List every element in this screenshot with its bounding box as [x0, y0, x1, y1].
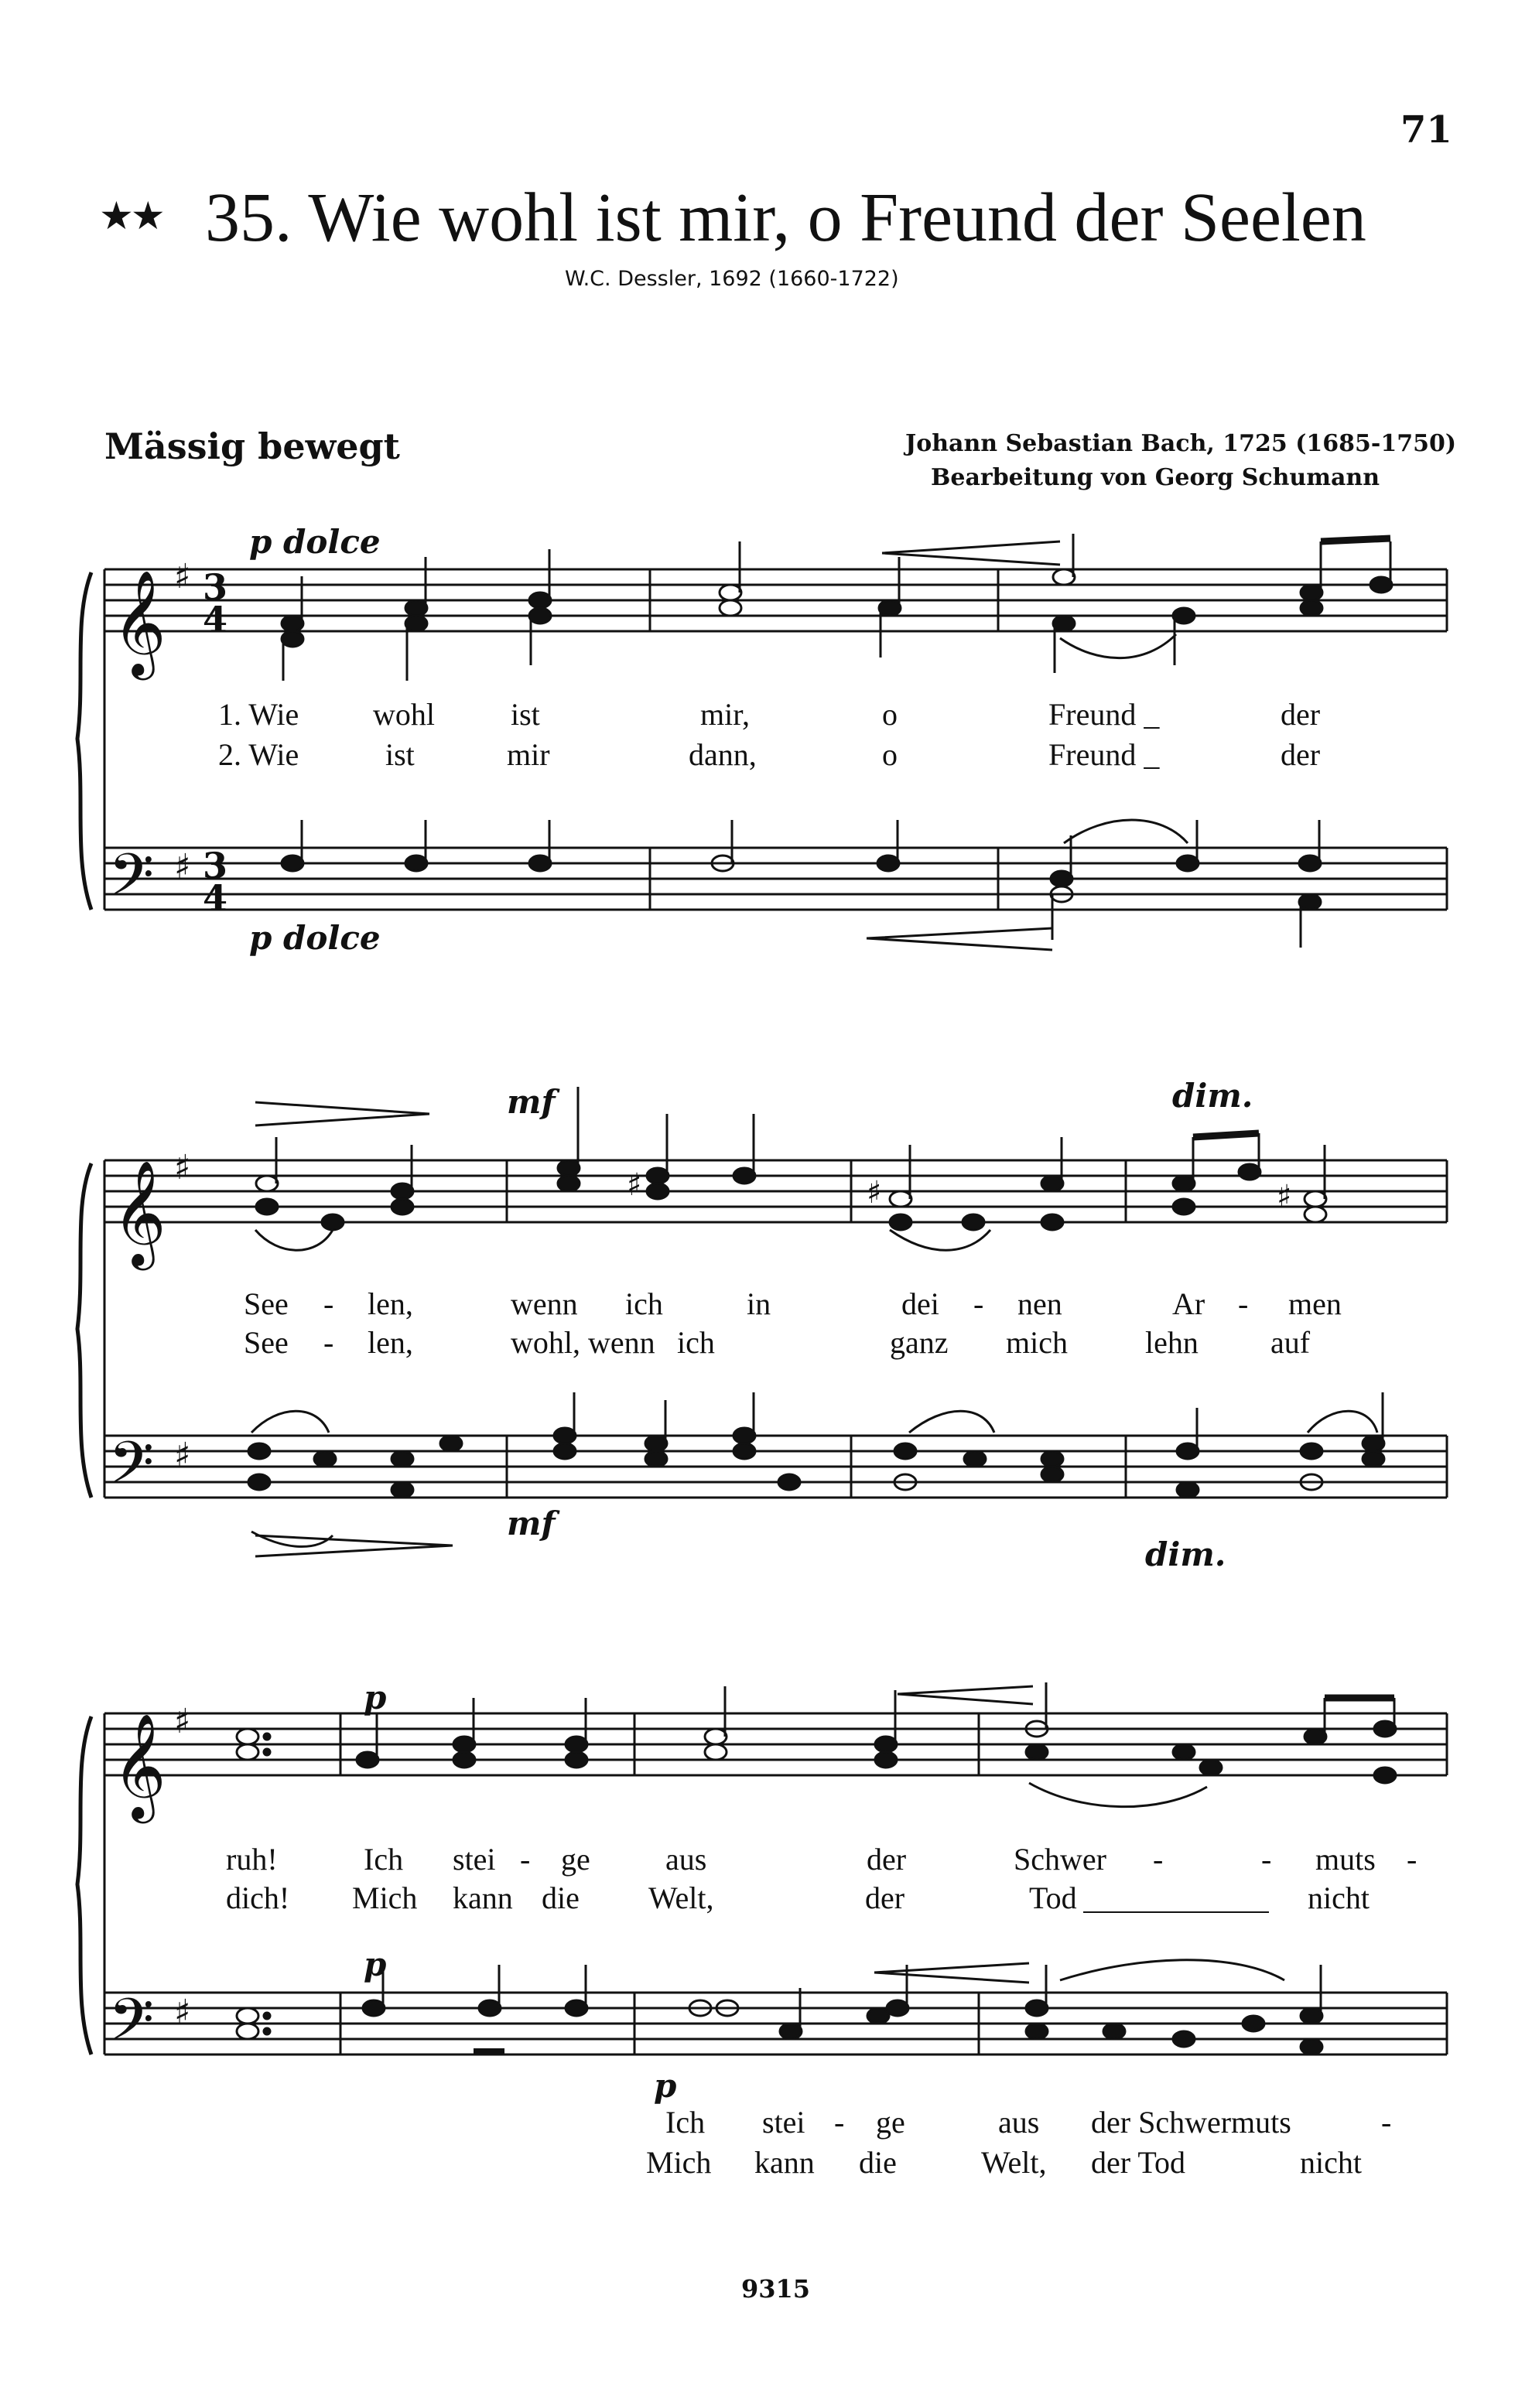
lyric-word: See	[244, 1286, 289, 1321]
bass-lyric-word: -	[1381, 2105, 1392, 2140]
lyric-word: wenn	[511, 1286, 578, 1321]
svg-text:4: 4	[203, 599, 228, 640]
lyric-word: -	[1153, 1842, 1164, 1877]
lyric-word: der	[1281, 697, 1321, 732]
lyric-word: -	[1238, 1286, 1249, 1321]
lyric-word: ist	[511, 697, 540, 732]
lyric-word: nicht	[1308, 1880, 1370, 1915]
treble-clef-icon: 𝄞	[112, 569, 166, 675]
lyric-word: wohl	[373, 697, 435, 732]
lyric-word: Tod	[1029, 1880, 1077, 1915]
tempo-marking: Mässig bewegt	[104, 425, 400, 467]
bass-lyric-word: der Tod	[1091, 2145, 1185, 2180]
lyric-word: in	[747, 1286, 771, 1321]
lyric-word: kann	[453, 1880, 513, 1915]
bass-lyric-word: stei	[762, 2105, 805, 2140]
lyric-word: auf	[1270, 1325, 1311, 1360]
treble-clef-icon: 𝄞	[112, 1712, 166, 1819]
lyric-word: die	[542, 1880, 580, 1915]
plate-number: 9315	[741, 2274, 811, 2304]
lyric-word: mir,	[700, 697, 750, 732]
svg-text:♯: ♯	[174, 1436, 191, 1475]
page-number: 71	[1400, 108, 1452, 152]
lyric-word: -	[323, 1286, 334, 1321]
system-1-notes	[282, 534, 1392, 948]
bass-lyric-word: Mich	[646, 2145, 712, 2180]
lyric-word: dich!	[226, 1880, 290, 1915]
bass-lyric-word: nicht	[1300, 2145, 1362, 2180]
lyric-word: der	[1281, 737, 1321, 772]
lyric-word: ganz	[890, 1325, 949, 1360]
lyric-word: -	[1407, 1842, 1417, 1877]
lyric-word: wohl, wenn	[511, 1325, 655, 1360]
treble-clef-icon: 𝄞	[112, 1159, 166, 1265]
lyric-word: 2. Wie	[218, 737, 299, 772]
lyric-word: ge	[561, 1842, 590, 1877]
dynamic-dim-bass: dim.	[1145, 1535, 1226, 1573]
lyric-word: ist	[385, 737, 415, 772]
lyric-word: aus	[665, 1842, 707, 1877]
svg-text:♯: ♯	[174, 847, 191, 886]
dynamic-p-bass: p	[364, 1945, 387, 1983]
svg-text:♯: ♯	[627, 1167, 642, 1203]
bass-lyric-word: die	[859, 2145, 897, 2180]
lyric-word: der	[867, 1842, 907, 1877]
bass-lyric-word: kann	[754, 2145, 815, 2180]
system-3-notes	[237, 1682, 1396, 2054]
svg-text:♯: ♯	[1277, 1179, 1292, 1214]
system-1-bass-staff	[104, 848, 1447, 910]
lyric-word: der	[865, 1880, 905, 1915]
svg-text:3: 3	[203, 566, 228, 608]
poet-credit: W.C. Dessler, 1692 (1660-1722)	[565, 267, 899, 291]
lyric-word: ruh!	[226, 1842, 278, 1877]
bass-lyric-word: -	[834, 2105, 845, 2140]
lyric-word: o	[882, 697, 898, 732]
lyric-word: Freund _	[1048, 697, 1160, 732]
lyric-word: -	[1261, 1842, 1272, 1877]
lyric-word: len,	[368, 1286, 413, 1321]
system-2-bass-staff	[104, 1436, 1447, 1498]
lyric-word: lehn	[1145, 1325, 1199, 1360]
svg-text:♯: ♯	[174, 1702, 191, 1741]
bass-lyric-word: aus	[998, 2105, 1040, 2140]
lyric-word: mich	[1006, 1325, 1068, 1360]
svg-text:♯: ♯	[867, 1175, 882, 1211]
lyric-word: mir	[507, 737, 550, 772]
svg-text:♯: ♯	[174, 557, 191, 596]
lyric-word: -	[323, 1325, 334, 1360]
lyric-word: dei	[901, 1286, 939, 1321]
lyric-word: Welt,	[648, 1880, 714, 1915]
lyric-word: Ar	[1172, 1286, 1205, 1321]
bass-lyric-word: Ich	[665, 2105, 706, 2140]
dynamic-mf-treble: mf	[507, 1083, 556, 1121]
lyric-word: o	[882, 737, 898, 772]
svg-text:♯: ♯	[174, 1148, 191, 1187]
lyric-word: -	[520, 1842, 531, 1877]
lyric-word: men	[1288, 1286, 1342, 1321]
lyric-word: dann,	[689, 737, 757, 772]
bass-lyric-word: der Schwermuts	[1091, 2105, 1291, 2140]
system-1-treble-staff	[104, 569, 1447, 631]
lyric-word: -	[973, 1286, 984, 1321]
dynamic-p-dolce-bass: p dolce	[249, 919, 381, 957]
arranger-credit: Bearbeitung von Georg Schumann	[931, 464, 1380, 491]
bass-lyric-word: Welt,	[981, 2145, 1047, 2180]
lyric-word: See	[244, 1325, 289, 1360]
lyric-word: Mich	[352, 1880, 418, 1915]
svg-text:4: 4	[203, 877, 228, 919]
bass-lyric-word: ge	[876, 2105, 905, 2140]
bass-clef-icon: 𝄢	[108, 1429, 155, 1511]
svg-text:♯: ♯	[174, 1993, 191, 2032]
bass-clef-icon: 𝄢	[108, 841, 155, 924]
dynamic-p-dolce-treble: p dolce	[249, 523, 381, 561]
bass-clef-icon: 𝄢	[108, 1986, 155, 2068]
lyric-word: Schwer	[1014, 1842, 1106, 1877]
dynamic-p-treble: p	[364, 1679, 387, 1716]
lyric-word: nen	[1017, 1286, 1062, 1321]
lyric-word: len,	[368, 1325, 413, 1360]
lyric-word: Freund _	[1048, 737, 1160, 772]
dynamic-p-bass-lyric: p	[654, 2067, 677, 2105]
system-3-treble-staff	[104, 1713, 1447, 1775]
svg-text:3: 3	[203, 845, 228, 886]
lyric-word: ich	[677, 1325, 715, 1360]
lyric-word: Ich	[364, 1842, 404, 1877]
dynamic-dim-treble: dim.	[1172, 1077, 1253, 1115]
dynamic-mf-bass: mf	[507, 1505, 556, 1542]
composer-credit: Johann Sebastian Bach, 1725 (1685-1750)	[905, 430, 1457, 457]
difficulty-stars: ★★	[99, 193, 162, 238]
song-title: 35. Wie wohl ist mir, o Freund der Seelen	[205, 179, 1366, 256]
lyric-word: ich	[625, 1286, 663, 1321]
lyric-word: stei	[453, 1842, 496, 1877]
lyric-word: 1. Wie	[218, 697, 299, 732]
lyric-word: muts	[1315, 1842, 1376, 1877]
